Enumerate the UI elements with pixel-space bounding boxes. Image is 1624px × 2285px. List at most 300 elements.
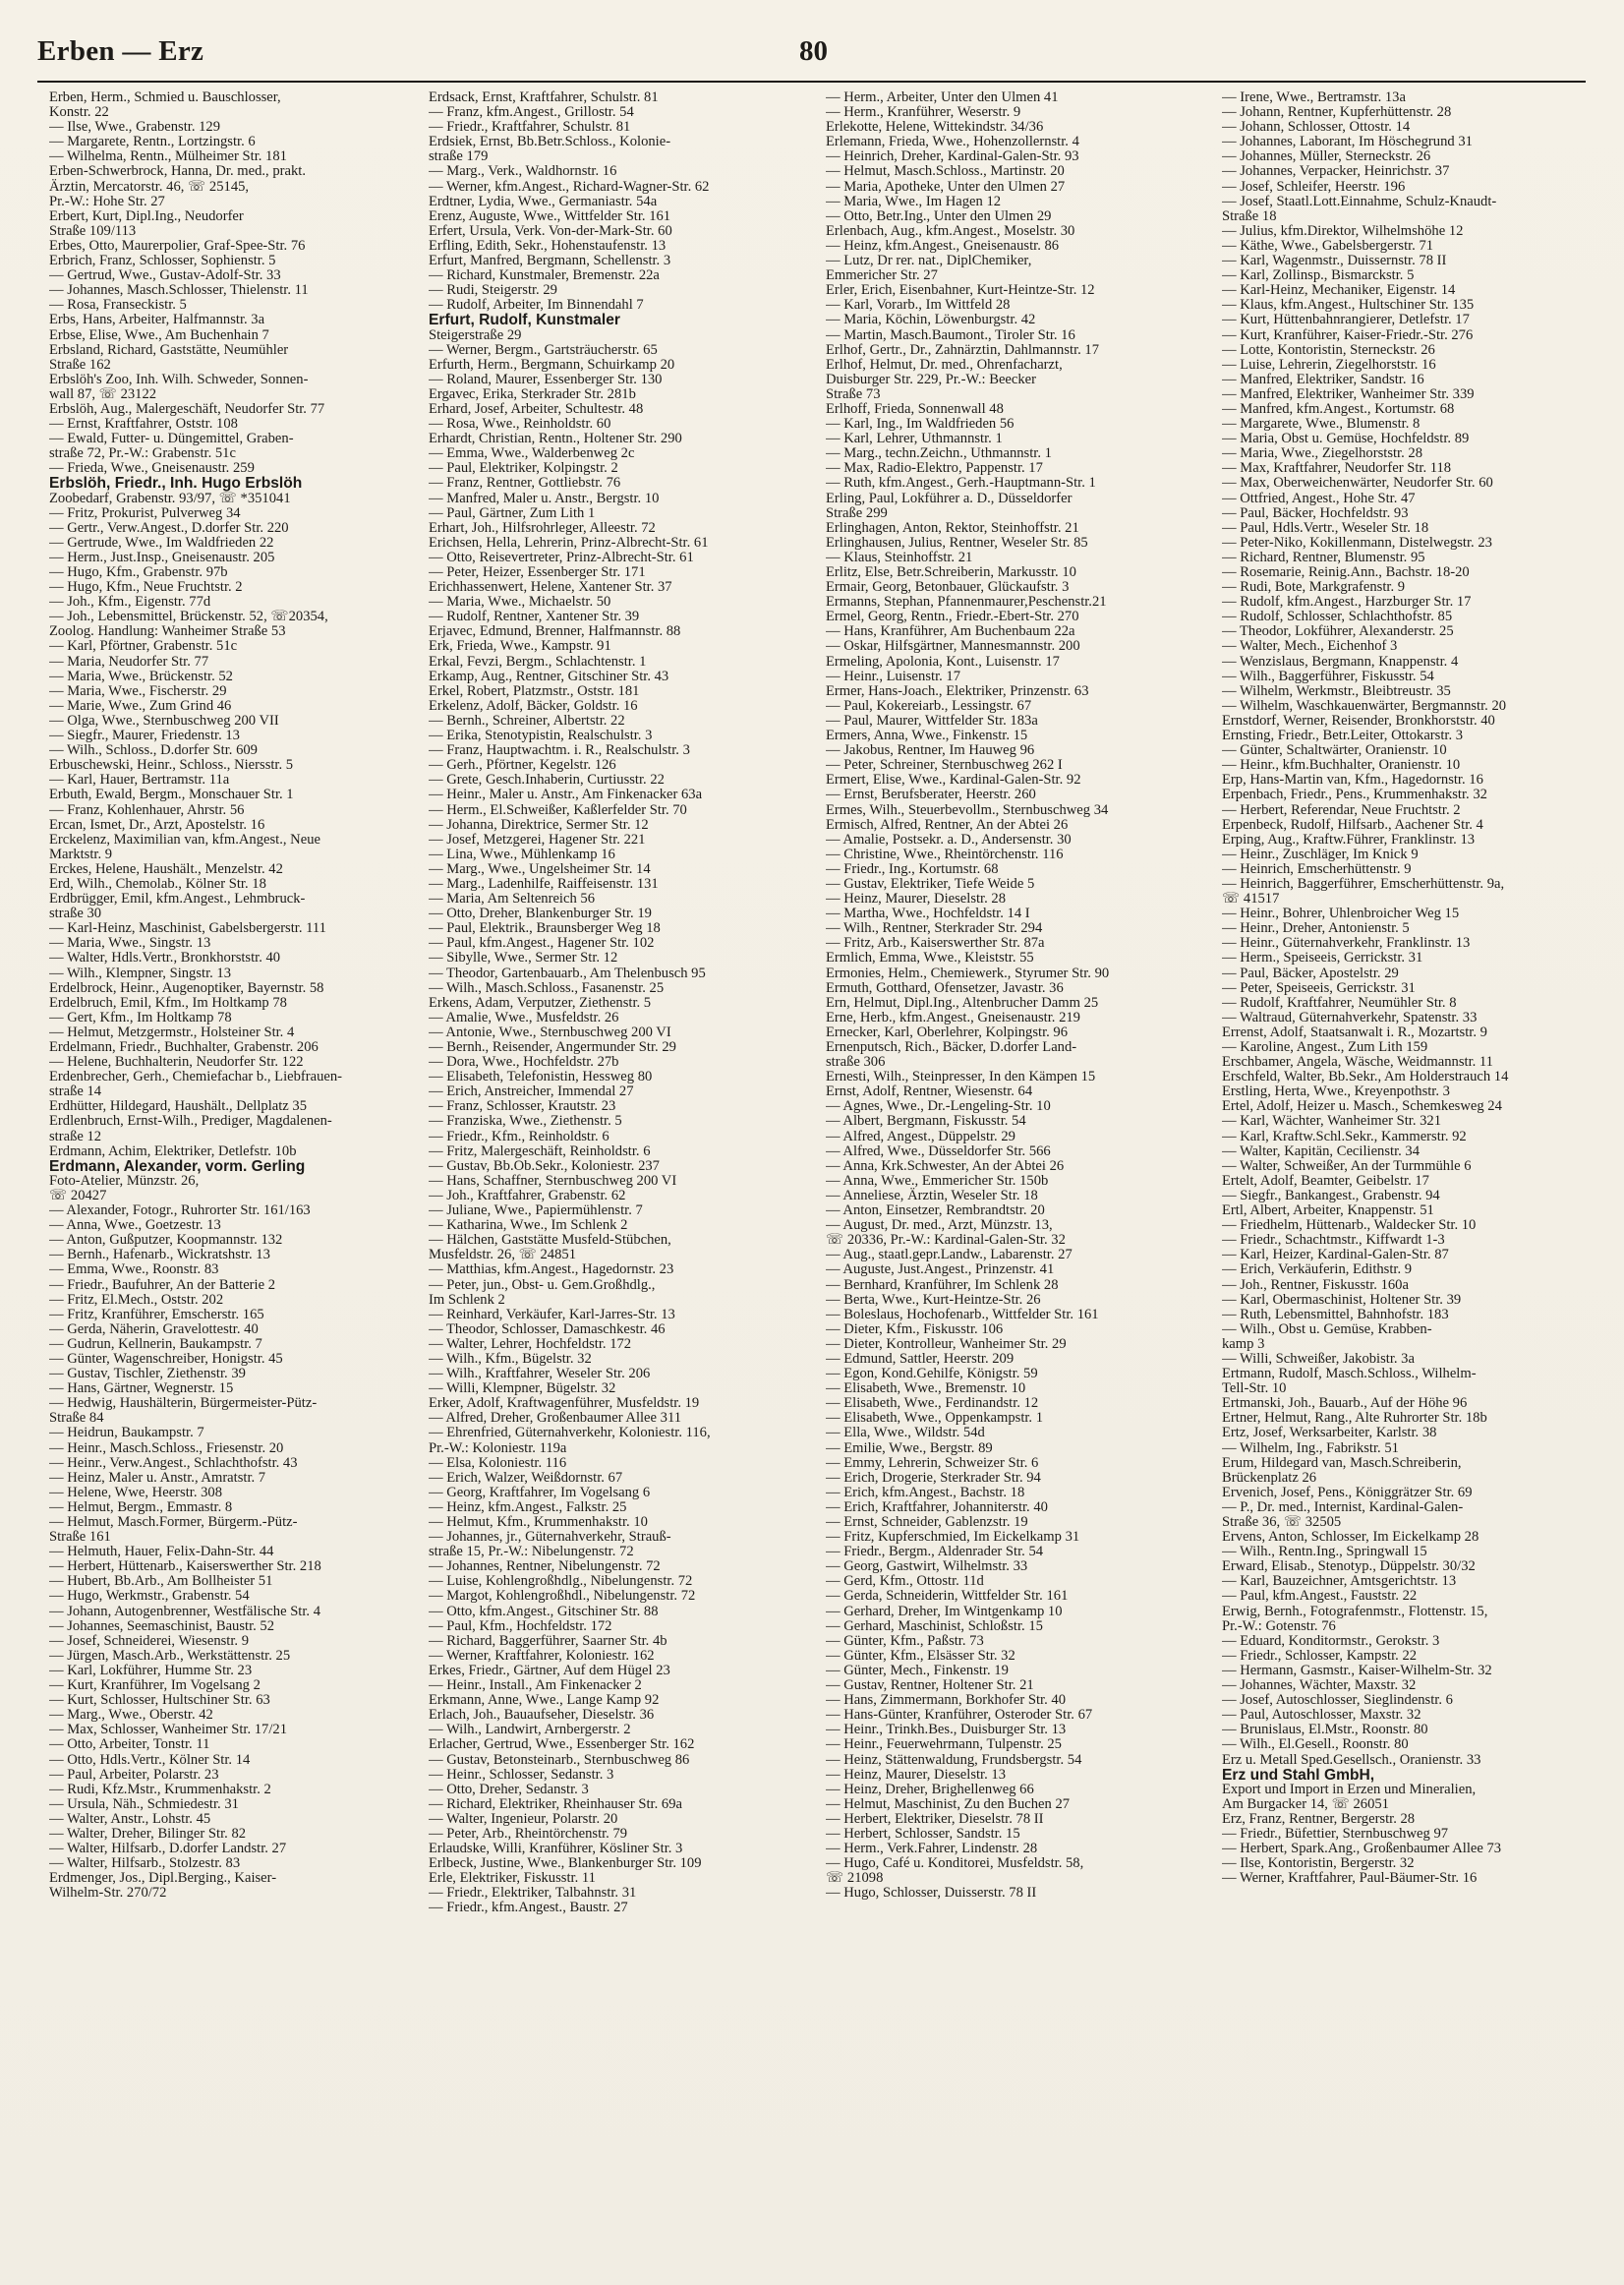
- directory-entry-line: — Theodor, Schlosser, Damaschkestr. 46: [429, 1320, 666, 1337]
- directory-entry-line: — Luise, Lehrerin, Ziegelhorststr. 16: [1222, 356, 1436, 373]
- directory-entry-line: Erschfeld, Walter, Bb.Sekr., Am Holderstrauch 14: [1222, 1069, 1509, 1085]
- directory-entry-line: Ermlich, Emma, Wwe., Kleiststr. 55: [826, 950, 1034, 967]
- directory-entry-line: — Roland, Maurer, Essenberger Str. 130: [429, 371, 663, 387]
- directory-entry-line: Erdenbrecher, Gerh., Chemiefachar b., Liebfrauen-: [49, 1069, 343, 1085]
- directory-entry-line: Zoolog. Handlung: Wanheimer Straße 53: [49, 623, 286, 640]
- directory-entry-line: — Rudi, Steigerstr. 29: [429, 282, 557, 299]
- directory-entry-line: — Otto, kfm.Angest., Gitschiner Str. 88: [429, 1603, 659, 1619]
- directory-entry-line: Erdmenger, Jos., Dipl.Berging., Kaiser-: [49, 1870, 277, 1887]
- directory-entry-line: — Richard, Baggerführer, Saarner Str. 4b: [429, 1632, 667, 1649]
- directory-entry-line: — Karl, Kraftw.Schl.Sekr., Kammerstr. 92: [1222, 1128, 1467, 1144]
- directory-entry-line: — Manfred, kfm.Angest., Kortumstr. 68: [1222, 400, 1455, 417]
- directory-entry-line: — Emmy, Lehrerin, Schweizer Str. 6: [826, 1454, 1039, 1471]
- directory-entry-line: — Kurt, Schlosser, Hultschiner Str. 63: [49, 1692, 270, 1709]
- directory-entry-line: Erlaudske, Willi, Kranführer, Kösliner Str. 3: [429, 1841, 683, 1857]
- directory-entry-line: — Heinz, Dreher, Brighellenweg 66: [826, 1781, 1034, 1797]
- directory-entry-line: — Matthias, kfm.Angest., Hagedornstr. 23: [429, 1261, 674, 1278]
- directory-entry-line: — Wilhelm, Ing., Fabrikstr. 51: [1222, 1439, 1399, 1456]
- directory-entry-line: — Manfred, Elektriker, Sandstr. 16: [1222, 371, 1424, 387]
- column-3: [826, 90, 1199, 1901]
- directory-entry-line: — Johannes, Müller, Sterneckstr. 26: [1222, 148, 1431, 165]
- directory-entry-line: — Wilhelm, Werkmstr., Bleibtreustr. 35: [1222, 682, 1451, 699]
- directory-entry-line: — Juliane, Wwe., Papiermühlenstr. 7: [429, 1202, 643, 1219]
- directory-entry-line: Straße 73: [826, 385, 881, 402]
- directory-entry-line: — Berta, Wwe., Kurt-Heintze-Str. 26: [826, 1291, 1041, 1308]
- directory-entry-line: — Hugo, Café u. Konditorei, Musfeldstr. 58,: [826, 1855, 1084, 1872]
- directory-entry-line: — Emilie, Wwe., Bergstr. 89: [826, 1439, 993, 1456]
- directory-entry-line: — Heinr., kfm.Buchhalter, Oranienstr. 10: [1222, 757, 1461, 774]
- directory-entry-line: — Hedwig, Haushälterin, Bürgermeister-Pütz-: [49, 1395, 318, 1412]
- directory-entry-line: — Helene, Wwe, Heerstr. 308: [49, 1484, 223, 1500]
- directory-entry-line: straße 30: [49, 906, 102, 922]
- directory-entry-line: Erp, Hans-Martin van, Kfm., Hagedornstr. 16: [1222, 772, 1483, 789]
- directory-entry-line: Erdtner, Lydia, Wwe., Germaniastr. 54a: [429, 193, 658, 209]
- directory-entry-line: — Klaus, kfm.Angest., Hultschiner Str. 135: [1222, 297, 1475, 314]
- directory-entry-line: — Josef, Schneiderei, Wiesenstr. 9: [49, 1632, 250, 1649]
- directory-entry-line: Erdbrügger, Emil, kfm.Angest., Lehmbruck-: [49, 891, 306, 908]
- directory-entry-line: Erlitz, Else, Betr.Schreiberin, Markusstr. 10: [826, 564, 1076, 580]
- directory-entry-line: Straße 109/113: [49, 222, 137, 239]
- directory-entry-line: — Fritz, El.Mech., Oststr. 202: [49, 1291, 224, 1308]
- directory-entry-line: — Wilh., Obst u. Gemüse, Krabben-: [1222, 1320, 1432, 1337]
- directory-entry-line: — Dieter, Kontrolleur, Wanheimer Str. 29: [826, 1335, 1067, 1352]
- directory-entry-line: Ernst, Adolf, Rentner, Wiesenstr. 64: [826, 1084, 1033, 1100]
- directory-entry-line: Erfurt, Rudolf, Kunstmaler: [429, 312, 620, 329]
- directory-entry-line: — Heinrich, Dreher, Kardinal-Galen-Str. 93: [826, 148, 1079, 165]
- directory-entry-line: — Heinz, kfm.Angest., Gneisenaustr. 86: [826, 237, 1060, 254]
- directory-entry-line: — Wilhelm, Waschkauenwärter, Bergmannstr. 20: [1222, 697, 1507, 714]
- directory-entry-line: Ernsting, Friedr., Betr.Leiter, Ottokarstr. 3: [1222, 728, 1464, 744]
- directory-entry-line: — Ernst, Schneider, Gablenzstr. 19: [826, 1514, 1028, 1530]
- directory-entry-line: — Julius, kfm.Direktor, Wilhelmshöhe 12: [1222, 222, 1464, 239]
- directory-entry-line: Erbuth, Ewald, Bergm., Monschauer Str. 1: [49, 787, 294, 803]
- directory-entry-line: Erk, Frieda, Wwe., Kampstr. 91: [429, 638, 611, 655]
- directory-entry-line: — Günter, Kfm., Paßstr. 73: [826, 1632, 984, 1649]
- directory-entry-line: Erckelenz, Maximilian van, kfm.Angest., Neue: [49, 831, 320, 848]
- directory-entry-line: — Paul, Maurer, Wittfelder Str. 183a: [826, 712, 1038, 729]
- directory-entry-line: — Walter, Dreher, Bilinger Str. 82: [49, 1825, 247, 1842]
- directory-entry-line: — Maria, Wwe., Ziegelhorststr. 28: [1222, 445, 1422, 462]
- directory-entry-line: — Marg., techn.Zeichn., Uthmannstr. 1: [826, 445, 1052, 462]
- directory-entry-line: — Paul, kfm.Angest., Fauststr. 22: [1222, 1588, 1418, 1605]
- directory-entry-line: ☏ 41517: [1222, 891, 1280, 908]
- directory-entry-line: — Klaus, Steinhoffstr. 21: [826, 549, 973, 565]
- directory-entry-line: — Edmund, Sattler, Heerstr. 209: [826, 1350, 1015, 1367]
- directory-entry-line: — Kurt, Kranführer, Kaiser-Friedr.-Str. 276: [1222, 326, 1474, 343]
- directory-entry-line: — Olga, Wwe., Sternbuschweg 200 VII: [49, 712, 279, 729]
- directory-entry-line: — Franz, Rentner, Gottliebstr. 76: [429, 475, 621, 492]
- directory-entry-line: — Walter, Ingenieur, Polarstr. 20: [429, 1810, 618, 1827]
- directory-entry-line: — Karl, Heizer, Kardinal-Galen-Str. 87: [1222, 1247, 1449, 1263]
- directory-entry-line: — Wilh., Schloss., D.dorfer Str. 609: [49, 742, 258, 759]
- directory-entry-line: — Alfred, Wwe., Düsseldorfer Str. 566: [826, 1142, 1051, 1159]
- directory-entry-line: Ermer, Hans-Joach., Elektriker, Prinzenstr. 63: [826, 682, 1089, 699]
- directory-entry-line: — Anna, Wwe., Emmericher Str. 150b: [826, 1172, 1049, 1189]
- directory-entry-line: — Herbert, Elektriker, Dieselstr. 78 II: [826, 1810, 1044, 1827]
- directory-entry-line: Ervens, Anton, Schlosser, Im Eickelkamp 28: [1222, 1529, 1479, 1546]
- directory-entry-line: — Gerda, Schneiderin, Wittfelder Str. 161: [826, 1588, 1069, 1605]
- directory-entry-line: — Siegfr., Maurer, Friedenstr. 13: [49, 728, 240, 744]
- directory-entry-line: Erpenbeck, Rudolf, Hilfsarb., Aachener Str. 4: [1222, 816, 1483, 833]
- directory-entry-line: — Gudrun, Kellnerin, Baukampstr. 7: [49, 1335, 262, 1352]
- directory-entry-line: — Elisabeth, Wwe., Bremenstr. 10: [826, 1380, 1026, 1397]
- directory-entry-line: ☏ 20427: [49, 1187, 107, 1203]
- directory-entry-line: — Friedr., Schlosser, Kampstr. 22: [1222, 1647, 1418, 1664]
- directory-entry-line: — Günter, Schaltwärter, Oranienstr. 10: [1222, 742, 1447, 759]
- directory-entry-line: — Lotte, Kontoristin, Sterneckstr. 26: [1222, 341, 1435, 358]
- directory-entry-line: — Heinr., Dreher, Antonienstr. 5: [1222, 920, 1410, 937]
- directory-entry-line: — Johannes, Rentner, Nibelungenstr. 72: [429, 1558, 661, 1575]
- directory-entry-line: straße 15, Pr.-W.: Nibelungenstr. 72: [429, 1544, 634, 1560]
- directory-entry-line: Erschbamer, Angela, Wäsche, Weidmannstr. 11: [1222, 1054, 1493, 1071]
- directory-entry-line: — Johannes, Wächter, Maxstr. 32: [1222, 1677, 1417, 1694]
- directory-entry-line: Foto-Atelier, Münzstr. 26,: [49, 1172, 200, 1189]
- directory-entry-line: Erle, Elektriker, Fiskusstr. 11: [429, 1870, 596, 1887]
- directory-entry-line: — Kurt, Kranführer, Im Vogelsang 2: [49, 1677, 261, 1694]
- directory-entry-line: Erkmann, Anne, Wwe., Lange Kamp 92: [429, 1692, 660, 1709]
- directory-entry-line: — Johannes, jr., Güternahverkehr, Strauß-: [429, 1529, 671, 1546]
- directory-entry-line: ☏ 21098: [826, 1870, 884, 1887]
- directory-entry-line: — Anna, Krk.Schwester, An der Abtei 26: [826, 1157, 1065, 1174]
- page-number: 80: [799, 35, 828, 67]
- directory-entry-line: — Herm., Just.Insp., Gneisenaustr. 205: [49, 549, 275, 565]
- directory-entry-line: Erichhassenwert, Helene, Xantener Str. 37: [429, 579, 672, 596]
- directory-entry-line: — Karl, Obermaschinist, Holtener Str. 39: [1222, 1291, 1462, 1308]
- directory-entry-line: — Herbert, Schlosser, Sandstr. 15: [826, 1825, 1020, 1842]
- directory-entry-line: — Herm., Kranführer, Weserstr. 9: [826, 104, 1021, 121]
- directory-entry-line: — Emma, Wwe., Walderbenweg 2c: [429, 445, 635, 462]
- directory-entry-line: — Max, Oberweichenwärter, Neudorfer Str. 60: [1222, 475, 1493, 492]
- directory-entry-line: — Alfred, Angest., Düppelstr. 29: [826, 1128, 1015, 1144]
- directory-entry-line: — Karl, Hauer, Bertramstr. 11a: [49, 772, 230, 789]
- directory-entry-line: — Karl, Lokführer, Humme Str. 23: [49, 1662, 253, 1678]
- directory-entry-line: — Peter, jun., Obst- u. Gem.Großhdlg.,: [429, 1276, 656, 1293]
- directory-entry-line: — Paul, kfm.Angest., Hagener Str. 102: [429, 935, 655, 952]
- directory-entry-line: — Ottfried, Angest., Hohe Str. 47: [1222, 490, 1416, 506]
- directory-entry-line: Erlinghagen, Anton, Rektor, Steinhoffstr. 21: [826, 519, 1079, 536]
- directory-entry-line: — Johann, Schlosser, Ottostr. 14: [1222, 119, 1411, 136]
- column-1: [49, 90, 423, 1901]
- directory-entry-line: — Gertrud, Wwe., Gustav-Adolf-Str. 33: [49, 267, 281, 284]
- directory-entry-line: — Heinrich, Baggerführer, Emscherhüttenstr. 9a,: [1222, 875, 1505, 892]
- directory-entry-line: — Otto, Betr.Ing., Unter den Ulmen 29: [826, 207, 1052, 224]
- directory-entry-line: — Walter, Kapitän, Cecilienstr. 34: [1222, 1142, 1421, 1159]
- directory-entry-line: — Friedhelm, Hüttenarb., Waldecker Str. 10: [1222, 1217, 1477, 1234]
- directory-entry-line: — Heinr., Feuerwehrmann, Tulpenstr. 25: [826, 1736, 1062, 1753]
- directory-entry-line: — Ernst, Berufsberater, Heerstr. 260: [826, 787, 1036, 803]
- directory-entry-line: — Ruth, Lebensmittel, Bahnhofstr. 183: [1222, 1306, 1449, 1322]
- directory-entry-line: — Albert, Bergmann, Fiskusstr. 54: [826, 1113, 1026, 1130]
- directory-entry-line: — Heinr., Trinkh.Bes., Duisburger Str. 13: [826, 1722, 1067, 1738]
- directory-entry-line: — Paul, Autoschlosser, Maxstr. 32: [1222, 1707, 1421, 1724]
- directory-entry-line: — Ursula, Näh., Schmiedestr. 31: [49, 1795, 239, 1812]
- directory-entry-line: — Bernh., Reisender, Angermunder Str. 29: [429, 1039, 676, 1055]
- directory-entry-line: Straße 299: [826, 504, 888, 521]
- directory-entry-line: — Gert, Kfm., Im Holtkamp 78: [49, 1009, 232, 1025]
- directory-entry-line: — Rosa, Wwe., Reinholdstr. 60: [429, 416, 611, 433]
- directory-entry-line: — Anton, Gußputzer, Koopmannstr. 132: [49, 1232, 283, 1249]
- directory-entry-line: — Ruth, kfm.Angest., Gerh.-Hauptmann-Str. 1: [826, 475, 1096, 492]
- directory-entry-line: — Elisabeth, Wwe., Ferdinandstr. 12: [826, 1395, 1039, 1412]
- column-4: [1222, 90, 1595, 1886]
- directory-entry-line: — Heinr., Schlosser, Sedanstr. 3: [429, 1766, 614, 1783]
- directory-entry-line: Erjavec, Edmund, Brenner, Halfmannstr. 88: [429, 623, 681, 640]
- directory-entry-line: — Frieda, Wwe., Gneisenaustr. 259: [49, 460, 255, 477]
- directory-entry-line: — Josef, Schleifer, Heerstr. 196: [1222, 178, 1406, 195]
- directory-entry-line: Erstling, Herta, Wwe., Kreyenpothstr. 3: [1222, 1084, 1450, 1100]
- directory-entry-line: — Heinz, Maurer, Dieselstr. 13: [826, 1766, 1007, 1783]
- directory-entry-line: — Wilh., Rentn.Ing., Springwall 15: [1222, 1544, 1427, 1560]
- directory-entry-line: — Franz, Kohlenhauer, Ahrstr. 56: [49, 801, 245, 818]
- directory-entry-line: — Kurt, Hüttenbahnrangierer, Detlefstr. 17: [1222, 312, 1470, 328]
- directory-entry-line: Zoobedarf, Grabenstr. 93/97, ☏ *351041: [49, 490, 291, 506]
- directory-entry-line: Pr.-W.: Koloniestr. 119a: [429, 1439, 567, 1456]
- directory-entry-line: — Maria, Apotheke, Unter den Ulmen 27: [826, 178, 1066, 195]
- directory-entry-line: Erfling, Edith, Sekr., Hohenstaufenstr. 13: [429, 237, 667, 254]
- directory-entry-line: — Helmut, Kfm., Krummenhakstr. 10: [429, 1514, 648, 1530]
- directory-entry-line: — Friedr., Ing., Kortumstr. 68: [826, 860, 999, 877]
- directory-entry-line: Ertz, Josef, Werksarbeiter, Karlstr. 38: [1222, 1425, 1437, 1441]
- directory-entry-line: Export und Import in Erzen und Mineralien,: [1222, 1781, 1477, 1797]
- directory-entry-line: — Marg., Verk., Waldhornstr. 16: [429, 163, 617, 180]
- directory-entry-line: — P., Dr. med., Internist, Kardinal-Galen-: [1222, 1498, 1464, 1515]
- directory-entry-line: Erlekotte, Helene, Wittekindstr. 34/36: [826, 119, 1044, 136]
- directory-entry-line: — Käthe, Wwe., Gabelsbergerstr. 71: [1222, 237, 1434, 254]
- directory-entry-line: — Rosemarie, Reinig.Ann., Bachstr. 18-20: [1222, 564, 1470, 580]
- directory-entry-line: Erdlenbruch, Ernst-Wilh., Prediger, Magdalenen-: [49, 1113, 332, 1130]
- directory-entry-line: Erichsen, Hella, Lehrerin, Prinz-Albrecht-Str. 61: [429, 534, 709, 551]
- directory-entry-line: — Hugo, Kfm., Neue Fruchtstr. 2: [49, 579, 243, 596]
- directory-entry-line: — Franziska, Wwe., Ziethenstr. 5: [429, 1113, 622, 1130]
- directory-entry-line: Erdelbrock, Heinr., Augenoptiker, Bayernstr. 58: [49, 979, 324, 996]
- directory-entry-line: Erdmann, Alexander, vorm. Gerling: [49, 1157, 306, 1175]
- directory-entry-line: Ernstdorf, Werner, Reisender, Bronkhorststr. 40: [1222, 712, 1495, 729]
- directory-entry-line: Erlhof, Helmut, Dr. med., Ohrenfacharzt,: [826, 356, 1063, 373]
- directory-entry-line: — Maria, Wwe., Fischerstr. 29: [49, 682, 227, 699]
- directory-entry-line: — Maria, Wwe., Singstr. 13: [49, 935, 211, 952]
- directory-entry-line: Erben-Schwerbrock, Hanna, Dr. med., prakt.: [49, 163, 306, 180]
- directory-entry-line: Ernecker, Karl, Oberlehrer, Kolpingstr. 96: [826, 1024, 1069, 1040]
- directory-entry-line: Erbslöh, Friedr., Inh. Hugo Erbslöh: [49, 475, 303, 493]
- directory-entry-line: kamp 3: [1222, 1335, 1265, 1352]
- directory-entry-line: — Gerhard, Dreher, Im Wintgenkamp 10: [826, 1603, 1063, 1619]
- directory-entry-line: — Erich, Drogerie, Sterkrader Str. 94: [826, 1469, 1041, 1486]
- directory-entry-line: — Franz, Hauptwachtm. i. R., Realschulstr. 3: [429, 742, 690, 759]
- directory-entry-line: — Johannes, Laborant, Im Höschegrund 31: [1222, 134, 1473, 150]
- directory-entry-line: — Gustav, Elektriker, Tiefe Weide 5: [826, 875, 1035, 892]
- directory-entry-line: Erhardt, Christian, Rentn., Holtener Str. 290: [429, 431, 682, 447]
- directory-entry-line: — Walter, Schweißer, An der Turmmühle 6: [1222, 1157, 1472, 1174]
- directory-entry-line: — Karoline, Angest., Zum Lith 159: [1222, 1039, 1428, 1055]
- directory-entry-line: — Marie, Wwe., Zum Grind 46: [49, 697, 232, 714]
- directory-entry-line: Erz, Franz, Rentner, Bergerstr. 28: [1222, 1810, 1416, 1827]
- directory-entry-line: — Hugo, Werkmstr., Grabenstr. 54: [49, 1588, 250, 1605]
- directory-entry-line: — Emma, Wwe., Roonstr. 83: [49, 1261, 219, 1278]
- directory-entry-line: — Paul, Bäcker, Apostelstr. 29: [1222, 965, 1399, 981]
- directory-entry-line: Erd, Wilh., Chemolab., Kölner Str. 18: [49, 875, 266, 892]
- directory-entry-line: Im Schlenk 2: [429, 1291, 505, 1308]
- directory-entry-line: Erward, Elisab., Stenotyp., Düppelstr. 30/32: [1222, 1558, 1476, 1575]
- directory-entry-line: — Heinz, kfm.Angest., Falkstr. 25: [429, 1498, 627, 1515]
- directory-entry-line: Ernenputsch, Rich., Bäcker, D.dorfer Land-: [826, 1039, 1077, 1055]
- directory-entry-line: — Walter, Hdls.Vertr., Bronkhorststr. 40: [49, 950, 281, 967]
- directory-entry-line: — Maria, Am Seltenreich 56: [429, 891, 596, 908]
- directory-entry-line: — Bernh., Hafenarb., Wickratshstr. 13: [49, 1247, 270, 1263]
- directory-entry-line: Ermeling, Apolonia, Kont., Luisenstr. 17: [826, 653, 1060, 670]
- directory-entry-line: Erum, Hildegard van, Masch.Schreiberin,: [1222, 1454, 1462, 1471]
- directory-entry-line: Erling, Paul, Lokführer a. D., Düsseldorfer: [826, 490, 1073, 506]
- directory-entry-line: — Reinhard, Verkäufer, Karl-Jarres-Str. 13: [429, 1306, 675, 1322]
- directory-entry-line: — Herm., Arbeiter, Unter den Ulmen 41: [826, 90, 1059, 105]
- directory-entry-line: — Fritz, Kupferschmied, Im Eickelkamp 31: [826, 1529, 1080, 1546]
- directory-entry-line: — Heinr., Maler u. Anstr., Am Finkenacker 63a: [429, 787, 703, 803]
- directory-entry-line: Erkes, Friedr., Gärtner, Auf dem Hügel 23: [429, 1662, 670, 1678]
- directory-entry-line: — Gerhard, Maschinist, Schloßstr. 15: [826, 1617, 1043, 1634]
- directory-entry-line: — Friedr., Bergm., Aldenrader Str. 54: [826, 1544, 1044, 1560]
- directory-entry-line: — Erich, kfm.Angest., Bachstr. 18: [826, 1484, 1025, 1500]
- directory-entry-line: — Boleslaus, Hochofenarb., Wittfelder Str. 161: [826, 1306, 1099, 1322]
- directory-entry-line: — Friedr., Kfm., Reinholdstr. 6: [429, 1128, 609, 1144]
- directory-entry-line: — Erich, Kraftfahrer, Johanniterstr. 40: [826, 1498, 1048, 1515]
- directory-entry-line: — Herbert, Spark.Ang., Großenbaumer Allee 73: [1222, 1841, 1502, 1857]
- directory-entry-line: — Theodor, Lokführer, Alexanderstr. 25: [1222, 623, 1454, 640]
- directory-entry-line: Erker, Adolf, Kraftwagenführer, Musfeldstr. 19: [429, 1395, 700, 1412]
- directory-entry-line: — Marg., Wwe., Oberstr. 42: [49, 1707, 213, 1724]
- directory-entry-line: Erdmann, Achim, Elektriker, Detlefstr. 10b: [49, 1142, 297, 1159]
- directory-entry-line: Ertel, Adolf, Heizer u. Masch., Schemkesweg 24: [1222, 1098, 1502, 1115]
- directory-entry-line: Erlemann, Frieda, Wwe., Hohenzollernstr. 4: [826, 134, 1079, 150]
- directory-entry-line: — Sibylle, Wwe., Sermer Str. 12: [429, 950, 618, 967]
- directory-entry-line: — Gustav, Rentner, Holtener Str. 21: [826, 1677, 1034, 1694]
- directory-entry-line: Ergavec, Erika, Sterkrader Str. 281b: [429, 385, 636, 402]
- directory-entry-line: — Wilh., Masch.Schloss., Fasanenstr. 25: [429, 979, 665, 996]
- directory-entry-line: — Johannes, Verpacker, Heinrichstr. 37: [1222, 163, 1450, 180]
- directory-entry-line: — Dora, Wwe., Hochfeldstr. 27b: [429, 1054, 619, 1071]
- directory-entry-line: — Lutz, Dr rer. nat., DiplChemiker,: [826, 253, 1032, 269]
- directory-entry-line: — Siegfr., Bankangest., Grabenstr. 94: [1222, 1187, 1440, 1203]
- directory-entry-line: — Otto, Dreher, Blankenburger Str. 19: [429, 906, 652, 922]
- directory-entry-line: — Ilse, Kontoristin, Bergerstr. 32: [1222, 1855, 1415, 1872]
- directory-entry-line: Erlhoff, Frieda, Sonnenwall 48: [826, 400, 1004, 417]
- directory-entry-line: — Gerd, Kfm., Ottostr. 11d: [826, 1573, 984, 1590]
- directory-entry-line: — Gustav, Tischler, Ziethenstr. 39: [49, 1366, 246, 1382]
- directory-entry-line: straße 14: [49, 1084, 102, 1100]
- directory-entry-line: Erlenbach, Aug., kfm.Angest., Moselstr. 30: [826, 222, 1075, 239]
- directory-entry-line: Ercan, Ismet, Dr., Arzt, Apostelstr. 16: [49, 816, 265, 833]
- directory-entry-line: — Wilh., Landwirt, Arnbergerstr. 2: [429, 1722, 631, 1738]
- directory-entry-line: Erdelmann, Friedr., Buchhalter, Grabenstr. 206: [49, 1039, 319, 1055]
- directory-entry-line: Ertmann, Rudolf, Masch.Schloss., Wilhelm-: [1222, 1366, 1477, 1382]
- directory-entry-line: — Walter, Lehrer, Hochfeldstr. 172: [429, 1335, 632, 1352]
- directory-entry-line: — Wilh., Baggerführer, Fiskusstr. 54: [1222, 668, 1434, 684]
- directory-entry-line: — Otto, Arbeiter, Tonstr. 11: [49, 1736, 210, 1753]
- directory-entry-line: — Theodor, Gartenbauarb., Am Thelenbusch 95: [429, 965, 706, 981]
- directory-entry-line: — Maria, Neudorfer Str. 77: [49, 653, 209, 670]
- directory-entry-line: — Peter-Niko, Kokillenmann, Distelwegstr. 23: [1222, 534, 1492, 551]
- directory-entry-line: — Hans, Schaffner, Sternbuschweg 200 VI: [429, 1172, 677, 1189]
- directory-entry-line: — Paul, Bäcker, Hochfeldstr. 93: [1222, 504, 1409, 521]
- directory-entry-line: — Elisabeth, Wwe., Oppenkampstr. 1: [826, 1410, 1044, 1427]
- directory-entry-line: — Rudolf, kfm.Angest., Harzburger Str. 17: [1222, 594, 1472, 611]
- directory-entry-line: — Heinr., Bohrer, Uhlenbroicher Weg 15: [1222, 906, 1460, 922]
- directory-entry-line: Ermuth, Gotthard, Ofensetzer, Javastr. 36: [826, 979, 1064, 996]
- directory-entry-line: Erbslöh, Aug., Malergeschäft, Neudorfer Str. 77: [49, 400, 325, 417]
- directory-entry-line: — Dieter, Kfm., Fiskusstr. 106: [826, 1320, 1004, 1337]
- running-head-range: Erben — Erz: [37, 35, 204, 67]
- directory-entry-line: Erfurt, Manfred, Bergmann, Schellenstr. 3: [429, 253, 671, 269]
- directory-entry-line: — Helmut, Maschinist, Zu den Buchen 27: [826, 1795, 1071, 1812]
- directory-entry-line: — Franz, Schlosser, Krautstr. 23: [429, 1098, 616, 1115]
- directory-entry-line: — Joh., Kfm., Eigenstr. 77d: [49, 594, 211, 611]
- directory-entry-line: straße 72, Pr.-W.: Grabenstr. 51c: [49, 445, 236, 462]
- directory-entry-line: Konstr. 22: [49, 104, 109, 121]
- directory-entry-line: — Gertr., Verw.Angest., D.dorfer Str. 220: [49, 519, 289, 536]
- directory-entry-line: wall 87, ☏ 23122: [49, 385, 157, 402]
- directory-entry-line: — Elisabeth, Telefonistin, Hessweg 80: [429, 1069, 653, 1085]
- directory-entry-line: Erlacher, Gertrud, Wwe., Essenberger Str. 162: [429, 1736, 695, 1753]
- directory-entry-line: Erbslöh's Zoo, Inh. Wilh. Schweder, Sonnen-: [49, 371, 309, 387]
- directory-entry-line: Ertner, Helmut, Rang., Alte Ruhrorter Str. 18b: [1222, 1410, 1487, 1427]
- directory-entry-line: Tell-Str. 10: [1222, 1380, 1287, 1397]
- directory-entry-line: Erlach, Joh., Bauaufseher, Dieselstr. 36: [429, 1707, 655, 1724]
- directory-entry-line: — Karl, Wächter, Wanheimer Str. 321: [1222, 1113, 1442, 1130]
- directory-entry-line: — Werner, kfm.Angest., Richard-Wagner-Str. 62: [429, 178, 710, 195]
- directory-entry-line: — Günter, Mech., Finkenstr. 19: [826, 1662, 1009, 1678]
- directory-entry-line: — Wilh., Kfm., Bügelstr. 32: [429, 1350, 592, 1367]
- directory-entry-line: Ermonies, Helm., Chemiewerk., Styrumer Str. 90: [826, 965, 1110, 981]
- directory-entry-line: Erbes, Otto, Maurerpolier, Graf-Spee-Str. 76: [49, 237, 306, 254]
- directory-entry-line: — Ilse, Wwe., Grabenstr. 129: [49, 119, 221, 136]
- directory-entry-line: — Erich, Anstreicher, Immendal 27: [429, 1084, 634, 1100]
- directory-entry-line: — Heinr., Luisenstr. 17: [826, 668, 961, 684]
- directory-entry-line: — Friedr., Kraftfahrer, Schulstr. 81: [429, 119, 631, 136]
- directory-entry-line: Erkelenz, Adolf, Bäcker, Goldstr. 16: [429, 697, 638, 714]
- directory-entry-line: — Marg., Ladenhilfe, Raiffeisenstr. 131: [429, 875, 659, 892]
- directory-entry-line: — Ernst, Kraftfahrer, Oststr. 108: [49, 416, 238, 433]
- directory-entry-line: — Hubert, Bb.Arb., Am Bollheister 51: [49, 1573, 273, 1590]
- directory-entry-line: Ermel, Georg, Rentn., Friedr.-Ebert-Str. 270: [826, 609, 1079, 625]
- directory-entry-line: — Maria, Wwe., Brückenstr. 52: [49, 668, 233, 684]
- directory-entry-line: — Rudolf, Kraftfahrer, Neumühler Str. 8: [1222, 994, 1457, 1011]
- directory-entry-line: — Heinz, Maurer, Dieselstr. 28: [826, 891, 1007, 908]
- directory-entry-line: — Amalie, Wwe., Musfeldstr. 26: [429, 1009, 619, 1025]
- directory-entry-line: — Helene, Buchhalterin, Neudorfer Str. 122: [49, 1054, 304, 1071]
- directory-entry-line: — Amalie, Postsekr. a. D., Andersenstr. 30: [826, 831, 1072, 848]
- directory-entry-line: — Rudi, Bote, Markgrafenstr. 9: [1222, 579, 1406, 596]
- directory-entry-line: — Ella, Wwe., Wildstr. 54d: [826, 1425, 985, 1441]
- directory-entry-line: Ermisch, Alfred, Rentner, An der Abtei 26: [826, 816, 1069, 833]
- directory-entry-line: — Paul, Elektrik., Braunsberger Weg 18: [429, 920, 661, 937]
- directory-entry-line: Ermers, Anna, Wwe., Finkenstr. 15: [826, 728, 1028, 744]
- directory-entry-line: Ertmanski, Joh., Bauarb., Auf der Höhe 96: [1222, 1395, 1468, 1412]
- directory-entry-line: — Heinr., Install., Am Finkenacker 2: [429, 1677, 642, 1694]
- directory-entry-line: — Friedr., Elektriker, Talbahnstr. 31: [429, 1885, 637, 1902]
- directory-entry-line: — Herm., Verk.Fahrer, Lindenstr. 28: [826, 1841, 1038, 1857]
- directory-entry-line: — Hälchen, Gaststätte Musfeld-Stübchen,: [429, 1232, 671, 1249]
- directory-entry-line: — Rudolf, Rentner, Xantener Str. 39: [429, 609, 640, 625]
- directory-entry-line: — Gertrude, Wwe., Im Waldfrieden 22: [49, 534, 274, 551]
- directory-entry-line: — Irene, Wwe., Bertramstr. 13a: [1222, 90, 1406, 105]
- directory-entry-line: — Paul, Gärtner, Zum Lith 1: [429, 504, 596, 521]
- directory-entry-line: ☏ 20336, Pr.-W.: Kardinal-Galen-Str. 32: [826, 1232, 1066, 1249]
- directory-entry-line: — Marg., Wwe., Ungelsheimer Str. 14: [429, 860, 651, 877]
- directory-entry-line: — Karl-Heinz, Maschinist, Gabelsbergerstr. 111: [49, 920, 326, 937]
- directory-entry-line: Erlhof, Gertr., Dr., Zahnärztin, Dahlmannstr. 17: [826, 341, 1100, 358]
- directory-entry-line: straße 12: [49, 1128, 102, 1144]
- directory-entry-line: — Anton, Einsetzer, Rembrandtstr. 20: [826, 1202, 1045, 1219]
- directory-entry-line: — Hans, Zimmermann, Borkhofer Str. 40: [826, 1692, 1067, 1709]
- directory-entry-line: Steigerstraße 29: [429, 326, 522, 343]
